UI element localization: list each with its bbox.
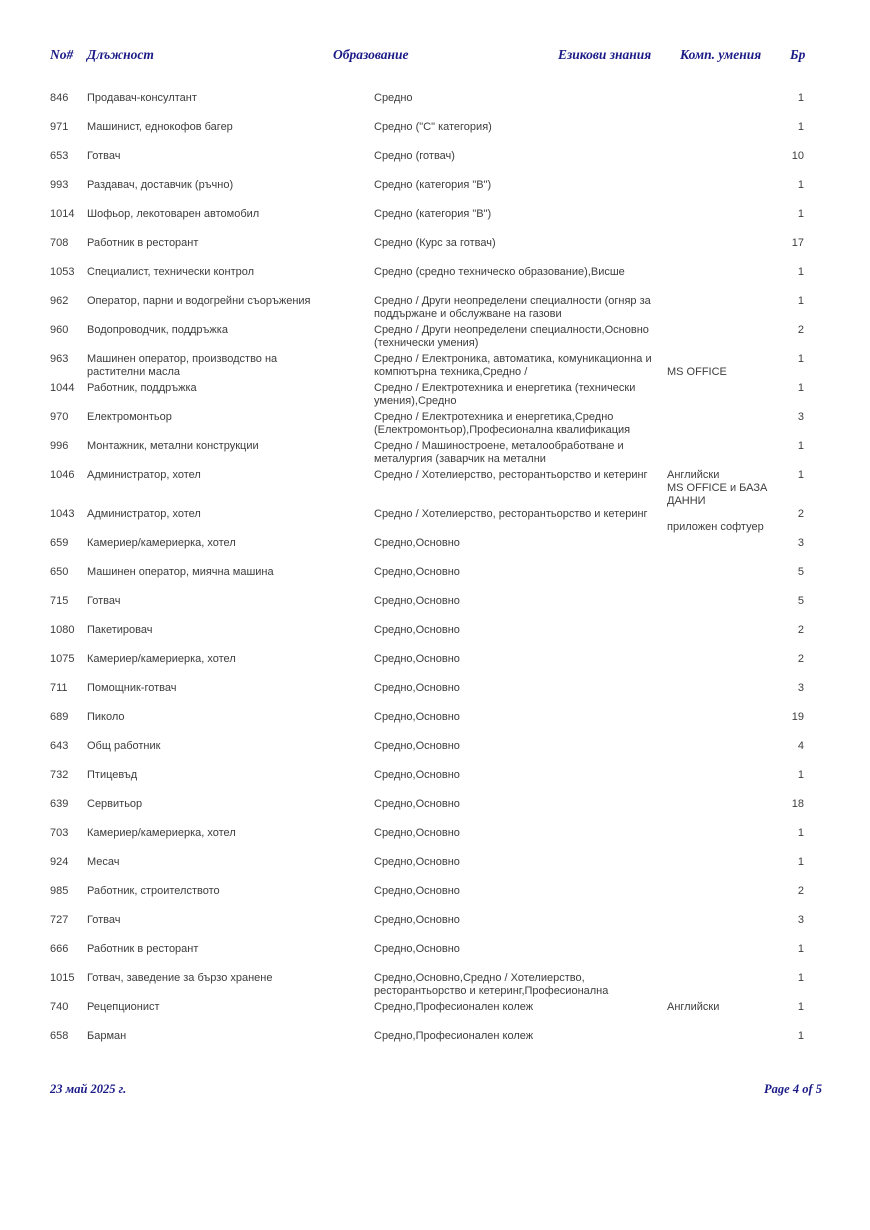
count-cell: 2 bbox=[797, 324, 804, 336]
computer-skills-cell: приложен софтуер bbox=[667, 521, 764, 533]
language-cell: Английски bbox=[667, 1001, 720, 1013]
count-cell: 1 bbox=[797, 1001, 804, 1013]
education-cell: Средно,Основно bbox=[374, 827, 460, 839]
count-cell: 10 bbox=[791, 150, 804, 162]
position-cell: Работник, строителството bbox=[87, 885, 220, 897]
table-row bbox=[50, 827, 820, 856]
position-cell: Пиколо bbox=[87, 711, 125, 723]
table-row bbox=[50, 682, 820, 711]
row-number-cell: 658 bbox=[50, 1030, 69, 1042]
column-header-num: No# bbox=[50, 47, 74, 62]
count-cell: 5 bbox=[797, 595, 804, 607]
count-cell: 1 bbox=[797, 179, 804, 191]
count-cell: 1 bbox=[797, 943, 804, 955]
position-cell: Машинен оператор, производство на растителни масла bbox=[87, 353, 278, 378]
row-number-cell: 846 bbox=[50, 92, 69, 104]
position-cell: Работник, поддръжка bbox=[87, 382, 197, 394]
row-number-cell: 1046 bbox=[50, 469, 75, 481]
count-cell: 1 bbox=[797, 295, 804, 307]
position-cell: Монтажник, метални конструкции bbox=[87, 440, 259, 452]
row-number-cell: 732 bbox=[50, 769, 69, 781]
position-cell: Машинист, еднокофов багер bbox=[87, 121, 233, 133]
position-cell: Работник в ресторант bbox=[87, 237, 199, 249]
position-cell: Оператор, парни и водогрейни съоръжения bbox=[87, 295, 311, 307]
count-cell: 1 bbox=[797, 827, 804, 839]
table-row bbox=[50, 411, 820, 440]
table-row bbox=[50, 469, 820, 508]
language-cell bbox=[667, 508, 777, 521]
row-number-cell: 650 bbox=[50, 566, 69, 578]
education-cell: Средно,Основно,Средно / Хотелиерство, ресторантьорство и кетеринг,Професионална bbox=[374, 972, 609, 997]
row-number-cell: 1080 bbox=[50, 624, 75, 636]
language-cell bbox=[667, 353, 777, 366]
education-cell: Средно,Основно bbox=[374, 885, 460, 897]
row-number-cell: 1075 bbox=[50, 653, 75, 665]
table-row bbox=[50, 440, 820, 469]
table-row bbox=[50, 92, 820, 121]
row-number-cell: 653 bbox=[50, 150, 69, 162]
education-cell: Средно,Основно bbox=[374, 769, 460, 781]
position-cell: Машинен оператор, миячна машина bbox=[87, 566, 274, 578]
position-cell: Специалист, технически контрол bbox=[87, 266, 255, 278]
row-number-cell: 993 bbox=[50, 179, 69, 191]
position-cell: Пакетировач bbox=[87, 624, 153, 636]
table-row bbox=[50, 295, 820, 324]
education-cell: Средно,Основно bbox=[374, 653, 460, 665]
table-row bbox=[50, 711, 820, 740]
table-row bbox=[50, 537, 820, 566]
count-cell: 1 bbox=[797, 440, 804, 452]
column-header-education: Образование bbox=[333, 47, 409, 62]
table-row bbox=[50, 237, 820, 266]
table-row bbox=[50, 798, 820, 827]
count-cell: 2 bbox=[797, 653, 804, 665]
education-cell: Средно,Основно bbox=[374, 914, 460, 926]
position-cell: Администратор, хотел bbox=[87, 469, 201, 481]
count-cell: 17 bbox=[791, 237, 804, 249]
position-cell: Водопроводчик, поддръжка bbox=[87, 324, 228, 336]
row-number-cell: 924 bbox=[50, 856, 69, 868]
table-row bbox=[50, 508, 820, 537]
education-cell: Средно,Основно bbox=[374, 595, 460, 607]
education-cell: Средно (категория "B") bbox=[374, 179, 492, 191]
skills-cell bbox=[667, 469, 777, 508]
table-body bbox=[50, 92, 820, 1059]
row-number-cell: 643 bbox=[50, 740, 69, 752]
row-number-cell: 971 bbox=[50, 121, 69, 133]
education-cell: Средно / Машиностроене, металообработване и металургия (заварчик на метални bbox=[374, 440, 624, 465]
row-number-cell: 1014 bbox=[50, 208, 75, 220]
education-cell: Средно (Курс за готвач) bbox=[374, 237, 496, 249]
row-number-cell: 1043 bbox=[50, 508, 75, 520]
skills-cell bbox=[667, 353, 777, 379]
count-cell: 1 bbox=[797, 769, 804, 781]
skills-cell bbox=[667, 1001, 777, 1014]
table-row bbox=[50, 266, 820, 295]
row-number-cell: 708 bbox=[50, 237, 69, 249]
education-cell: Средно / Електроника, автоматика, комуникационна и компютърна техника,Средно / bbox=[374, 353, 652, 378]
count-cell: 3 bbox=[797, 537, 804, 549]
report-table bbox=[50, 47, 820, 1059]
position-cell: Камериер/камериерка, хотел bbox=[87, 653, 236, 665]
education-cell: Средно / Други неопределени специалности,Основно (технически умения) bbox=[374, 324, 649, 349]
table-row bbox=[50, 914, 820, 943]
footer-date: 23 май 2025 г. bbox=[50, 1082, 127, 1096]
position-cell: Барман bbox=[87, 1030, 127, 1042]
footer-page-number: Page 4 of 5 bbox=[764, 1082, 822, 1096]
table-row bbox=[50, 624, 820, 653]
row-number-cell: 1053 bbox=[50, 266, 75, 278]
position-cell: Готвач bbox=[87, 914, 121, 926]
education-cell: Средно (средно техническо образование),Висше bbox=[374, 266, 625, 278]
table-row bbox=[50, 208, 820, 237]
table-row bbox=[50, 324, 820, 353]
row-number-cell: 659 bbox=[50, 537, 69, 549]
count-cell: 5 bbox=[797, 566, 804, 578]
education-cell: Средно / Електротехника и енергетика (технически умения),Средно bbox=[374, 382, 636, 407]
education-cell: Средно / Хотелиерство, ресторантьорство и кетеринг bbox=[374, 469, 648, 481]
education-cell: Средно,Основно bbox=[374, 566, 460, 578]
education-cell: Средно / Електротехника и енергетика,Средно (Електромонтьор),Професионална квалификация bbox=[374, 411, 631, 436]
position-cell: Месач bbox=[87, 856, 120, 868]
education-cell: Средно,Основно bbox=[374, 537, 460, 549]
table-header bbox=[50, 47, 820, 64]
row-number-cell: 1044 bbox=[50, 382, 75, 394]
count-cell: 2 bbox=[797, 508, 804, 520]
table-row bbox=[50, 179, 820, 208]
count-cell: 2 bbox=[797, 885, 804, 897]
count-cell: 1 bbox=[797, 382, 804, 394]
education-cell: Средно (готвач) bbox=[374, 150, 455, 162]
count-cell: 3 bbox=[797, 914, 804, 926]
table-row bbox=[50, 566, 820, 595]
count-cell: 3 bbox=[797, 682, 804, 694]
table-row bbox=[50, 653, 820, 682]
row-number-cell: 666 bbox=[50, 943, 69, 955]
row-number-cell: 703 bbox=[50, 827, 69, 839]
position-cell: Администратор, хотел bbox=[87, 508, 201, 520]
education-cell: Средно (категория "B") bbox=[374, 208, 492, 220]
row-number-cell: 689 bbox=[50, 711, 69, 723]
row-number-cell: 970 bbox=[50, 411, 69, 423]
row-number-cell: 996 bbox=[50, 440, 69, 452]
education-cell: Средно,Основно bbox=[374, 711, 460, 723]
position-cell: Продавач-консултант bbox=[87, 92, 197, 104]
table-row bbox=[50, 769, 820, 798]
page-footer bbox=[50, 1082, 822, 1097]
position-cell: Камериер/камериерка, хотел bbox=[87, 827, 236, 839]
count-cell: 1 bbox=[797, 208, 804, 220]
education-cell: Средно,Основно bbox=[374, 740, 460, 752]
position-cell: Шофьор, лекотоварен автомобил bbox=[87, 208, 260, 220]
table-row bbox=[50, 885, 820, 914]
table-row bbox=[50, 856, 820, 885]
table-row bbox=[50, 353, 820, 382]
table-row bbox=[50, 1030, 820, 1059]
count-cell: 1 bbox=[797, 469, 804, 481]
position-cell: Готвач bbox=[87, 595, 121, 607]
position-cell: Работник в ресторант bbox=[87, 943, 199, 955]
row-number-cell: 727 bbox=[50, 914, 69, 926]
count-cell: 1 bbox=[797, 1030, 804, 1042]
education-cell: Средно ("C" категория) bbox=[374, 121, 492, 133]
education-cell: Средно,Основно bbox=[374, 943, 460, 955]
position-cell: Рецепционист bbox=[87, 1001, 160, 1013]
row-number-cell: 960 bbox=[50, 324, 69, 336]
column-header-position: Длъжност bbox=[87, 47, 154, 62]
count-cell: 18 bbox=[791, 798, 804, 810]
row-number-cell: 740 bbox=[50, 1001, 69, 1013]
count-cell: 1 bbox=[797, 353, 804, 365]
education-cell: Средно / Други неопределени специалности (огняр за поддържане и обслужване на газови bbox=[374, 295, 651, 320]
count-cell: 1 bbox=[797, 121, 804, 133]
table-row bbox=[50, 1001, 820, 1030]
position-cell: Електромонтьор bbox=[87, 411, 172, 423]
table-row bbox=[50, 943, 820, 972]
row-number-cell: 985 bbox=[50, 885, 69, 897]
table-row bbox=[50, 150, 820, 179]
row-number-cell: 1015 bbox=[50, 972, 75, 984]
count-cell: 1 bbox=[797, 266, 804, 278]
column-header-count: Бр bbox=[790, 47, 806, 62]
position-cell: Раздавач, доставчик (ръчно) bbox=[87, 179, 234, 191]
count-cell: 1 bbox=[797, 92, 804, 104]
row-number-cell: 711 bbox=[50, 682, 68, 694]
count-cell: 4 bbox=[797, 740, 804, 752]
education-cell: Средно,Основно bbox=[374, 682, 460, 694]
row-number-cell: 963 bbox=[50, 353, 69, 365]
count-cell: 1 bbox=[797, 972, 804, 984]
skills-cell bbox=[667, 508, 777, 534]
education-cell: Средно,Професионален колеж bbox=[374, 1030, 534, 1042]
row-number-cell: 715 bbox=[50, 595, 69, 607]
table-row bbox=[50, 740, 820, 769]
count-cell: 2 bbox=[797, 624, 804, 636]
table-row bbox=[50, 595, 820, 624]
column-header-computer: Комп. умения bbox=[680, 47, 762, 62]
position-cell: Птицевъд bbox=[87, 769, 138, 781]
position-cell: Готвач bbox=[87, 150, 121, 162]
table-row bbox=[50, 972, 820, 1001]
position-cell: Сервитьор bbox=[87, 798, 143, 810]
education-cell: Средно,Професионален колеж bbox=[374, 1001, 534, 1013]
education-cell: Средно,Основно bbox=[374, 798, 460, 810]
count-cell: 19 bbox=[791, 711, 804, 723]
row-number-cell: 639 bbox=[50, 798, 69, 810]
language-cell: Английски bbox=[667, 469, 720, 481]
computer-skills-cell: MS OFFICE bbox=[667, 366, 727, 378]
position-cell: Камериер/камериерка, хотел bbox=[87, 537, 236, 549]
education-cell: Средно / Хотелиерство, ресторантьорство и кетеринг bbox=[374, 508, 648, 520]
position-cell: Общ работник bbox=[87, 740, 161, 752]
column-header-languages: Езикови знания bbox=[558, 47, 652, 62]
education-cell: Средно bbox=[374, 92, 413, 104]
count-cell: 3 bbox=[797, 411, 804, 423]
table-row bbox=[50, 382, 820, 411]
table-row bbox=[50, 121, 820, 150]
count-cell: 1 bbox=[797, 856, 804, 868]
education-cell: Средно,Основно bbox=[374, 624, 460, 636]
row-number-cell: 962 bbox=[50, 295, 69, 307]
position-cell: Помощник-готвач bbox=[87, 682, 177, 694]
computer-skills-cell: MS OFFICE и БАЗА ДАННИ bbox=[667, 482, 768, 507]
education-cell: Средно,Основно bbox=[374, 856, 460, 868]
position-cell: Готвач, заведение за бързо хранене bbox=[87, 972, 273, 984]
